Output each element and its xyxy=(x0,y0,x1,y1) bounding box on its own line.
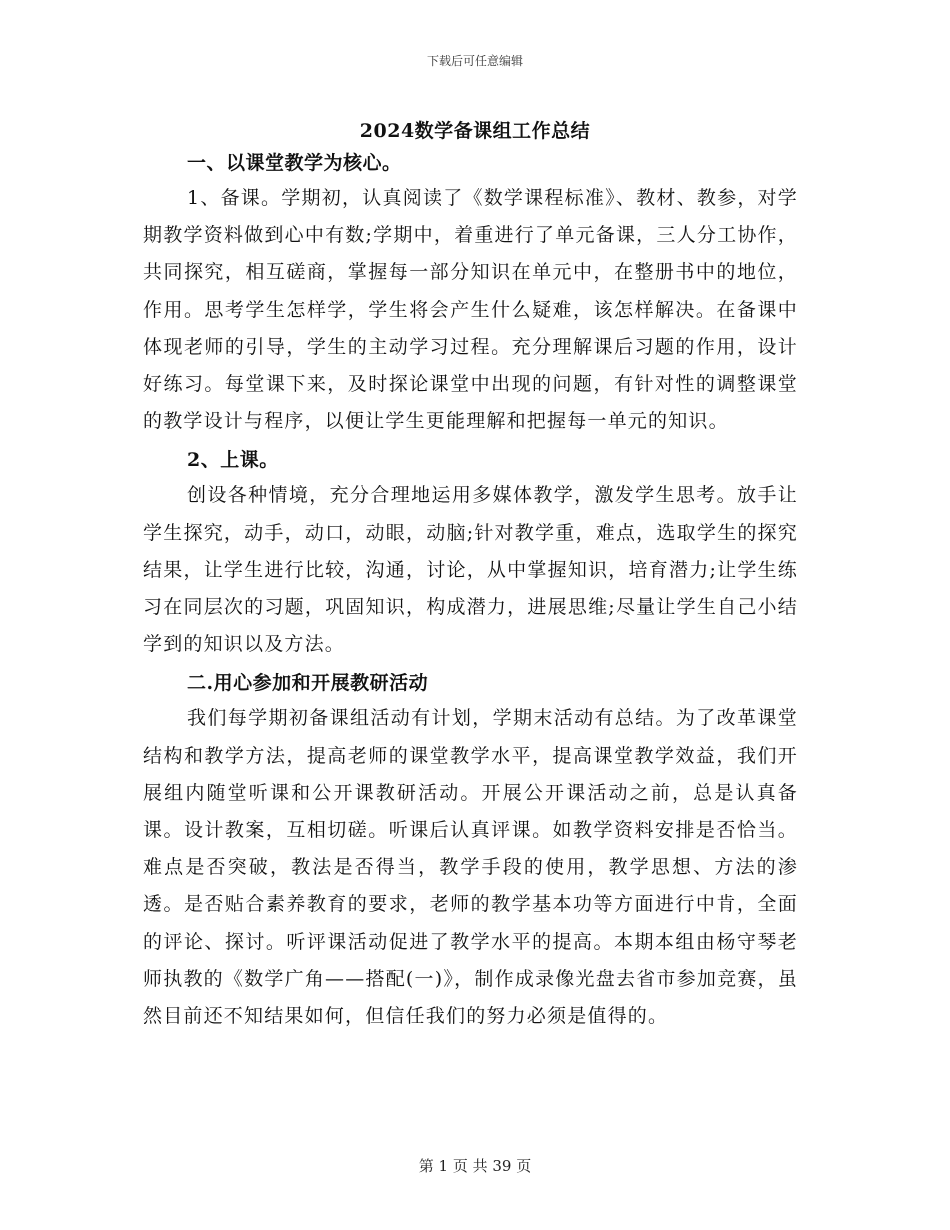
paragraph-lesson-preparation: 1、备课。学期初，认真阅读了《数学课程标准》、教材、教参，对学期教学资料做到心中有数;学期中，着重进行了单元备课，三人分工协作，共同探究，相互磋商，掌握每一部分知识在单元中，在整册书中的地位，作用。思考学生怎样学，学生将会产生什么疑难，该怎样解决。在备课中体现老师的引导，学生的主动学习过程。充分理解课后习题的作用，设计好练习。每堂课下来，及时探论课堂中出现的问题，有针对性的调整课堂的教学设计与程序，以便让学生更能理解和把握每一单元的知识。 xyxy=(143,187,798,433)
download-edit-note: 下载后可任意编辑 xyxy=(426,54,523,68)
paragraph-research-activities: 我们每学期初备课组活动有计划，学期末活动有总结。为了改革课堂结构和教学方法，提高老师的课堂教学水平，提高课堂教学效益，我们开展组内随堂听课和公开课教研活动。开展公开课活动之前，总是认真备课。设计教案，互相切磋。听课后认真评课。如教学资料安排是否恰当。难点是否突破，教法是否得当，教学手段的使用，教学思想、方法的渗透。是否贴合素养教育的要求，老师的教学基本功等方面进行中肯，全面的评论、探讨。听评课活动促进了教学水平的提高。本期本组由杨守琴老师执教的《数学广角——搭配(一)》，制作成录像光盘去省市参加竞赛，虽然目前还不知结果如何，但信任我们的努力必须是值得的。 xyxy=(143,707,798,1028)
section-heading-core-teaching: 一、以课堂教学为核心。 xyxy=(187,152,402,174)
paragraph-teaching-class: 创设各种情境，充分合理地运用多媒体教学，激发学生思考。放手让学生探究，动手，动口，动眼，动脑;针对教学重，难点，选取学生的探究结果，让学生进行比较，沟通，讨论，从中掌握知识，培育潜力;让学生练习在同层次的习题，巩固知识，构成潜力，进展思维;尽量让学生自己小结学到的知识以及方法。 xyxy=(143,484,798,656)
document-title: 2024数学备课组工作总结 xyxy=(359,120,591,142)
section-heading-research-activities: 二.用心参加和开展教研活动 xyxy=(187,672,429,695)
document-body xyxy=(143,147,798,1039)
section-heading-teaching-class: 2、上课。 xyxy=(187,449,279,472)
page-number-footer: 第 1 页 共 39 页 xyxy=(418,1157,532,1175)
